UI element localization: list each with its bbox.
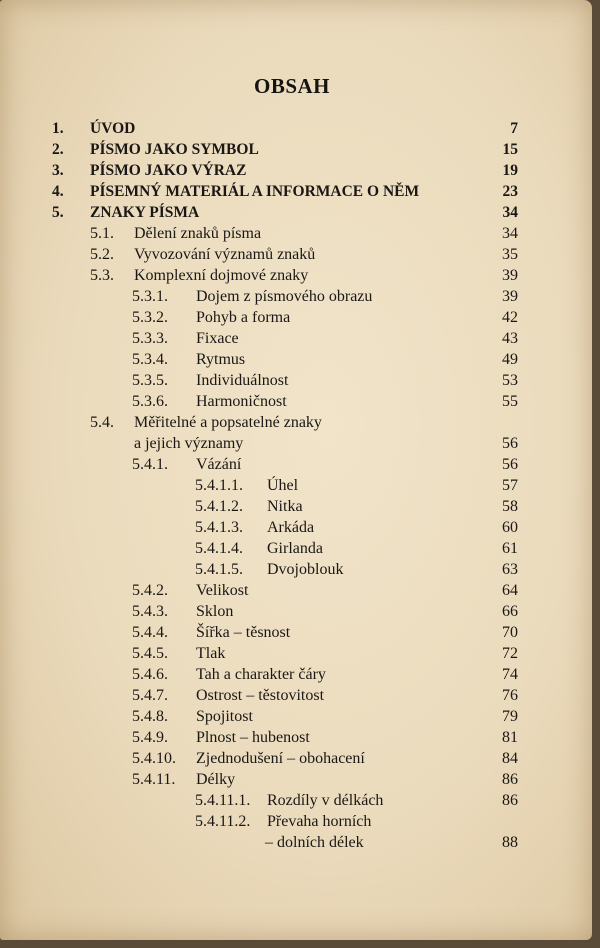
page-title: OBSAH [253,74,331,98]
toc-entry-number: 5.3. [90,267,114,284]
toc-entry-number: 5.4.11.2. [195,813,251,830]
toc-entry-label: Velikost [196,582,249,599]
toc-entry [0,391,520,412]
toc-entry-page-number: 7 [510,120,518,137]
toc-entry-page-number: 79 [502,708,518,725]
toc-entry-page-number: 49 [502,351,518,368]
toc-entry-page-number: 70 [502,624,518,641]
toc-entry-label: Komplexní dojmové znaky [134,267,309,284]
toc-entry-number: 5.4.4. [132,624,168,641]
toc-entry-page-number: 61 [502,540,518,557]
toc-entry-number: 5.3.5. [132,372,168,389]
toc-entry-page-number: 23 [502,183,518,200]
toc-entry-page-number: 76 [502,687,518,704]
toc-entry-label: Dělení znaků písma [134,225,262,242]
toc-entry-label: Fixace [196,330,239,347]
toc-entry-page-number: 88 [502,834,518,851]
toc-entry-label: Plnost – hubenost [196,729,310,746]
toc-entry [0,517,520,538]
toc-entry-page-number: 56 [502,456,518,473]
toc-entry-label: Rozdíly v délkách [267,792,384,809]
toc-entry-page-number: 58 [502,498,518,515]
toc-entry-label: PÍSMO JAKO SYMBOL [90,141,259,158]
toc-entry-number: 5.3.3. [132,330,168,347]
toc-entry [0,370,520,391]
toc-entry-label: Nitka [267,498,303,515]
toc-entry-page-number: 74 [502,666,518,683]
toc-entry [0,265,520,286]
toc-entry-label: Sklon [196,603,234,620]
toc-entry-label: Rytmus [196,351,246,368]
toc-entry-number: 5.4. [90,414,114,431]
toc-entry-page-number: 57 [502,477,518,494]
toc-entry-page-number: 53 [502,372,518,389]
toc-entry [0,685,520,706]
toc-entry-page-number: 19 [502,162,518,179]
toc-entry [0,664,520,685]
toc-entry-number: 5.2. [90,246,114,263]
toc-entry-number: 5.4.11. [132,771,176,788]
toc-entry-number: 5.3.6. [132,393,168,410]
toc-entry-label: Délky [196,771,236,788]
toc-entry [0,538,520,559]
toc-entry [0,832,520,853]
toc-entry-number: 5.3.2. [132,309,168,326]
toc-entry-number: 5.4.5. [132,645,168,662]
toc-entry [0,454,520,475]
toc-entry-page-number: 86 [502,792,518,809]
toc-entry-number: 5.4.1.2. [195,498,243,515]
toc-entry-label: Spojitost [196,708,253,725]
toc-entry-number: 5.4.10. [132,750,176,767]
toc-entry [0,748,520,769]
toc-entry-page-number: 63 [502,561,518,578]
toc-entry [0,139,520,160]
toc-entry-label: PÍSMO JAKO VÝRAZ [90,162,247,179]
toc-entry-number: 5.4.9. [132,729,168,746]
toc-entry [0,769,520,790]
toc-entry [0,244,520,265]
toc-entry [0,475,520,496]
toc-entry-label: Dvojoblouk [267,561,344,578]
toc-entry-number: 5. [52,204,64,221]
toc-entry-number: 3. [52,162,64,179]
toc-entry [0,433,520,454]
toc-entry-label: Měřitelné a popsatelné znaky [134,414,322,431]
toc-entry [0,160,520,181]
toc-entry [0,202,520,223]
toc-entry-page-number: 72 [502,645,518,662]
toc-entry [0,412,520,433]
toc-entry [0,286,520,307]
toc-entry [0,811,520,832]
toc-entry [0,643,520,664]
toc-entry-label: Individuálnost [196,372,289,389]
toc-entry-number: 5.4.2. [132,582,168,599]
toc-entry-label: ZNAKY PÍSMA [90,204,200,221]
toc-entry-page-number: 35 [502,246,518,263]
toc-entry-page-number: 66 [502,603,518,620]
toc-entry-page-number: 86 [502,771,518,788]
toc-entry [0,496,520,517]
toc-entry-page-number: 34 [502,204,518,221]
toc-entry-label: Tah a charakter čáry [196,666,326,683]
toc-entry [0,223,520,244]
toc-entry-label: Šířka – těsnost [196,624,291,641]
toc-entry-label: Arkáda [267,519,315,536]
toc-entry-label: Dojem z písmového obrazu [196,288,373,305]
toc-entry-page-number: 84 [502,750,518,767]
toc-entry-number: 5.4.7. [132,687,168,704]
toc-entry-page-number: 60 [502,519,518,536]
toc-entry [0,328,520,349]
toc-entry [0,601,520,622]
toc-entry-label: Harmoničnost [196,393,287,410]
toc-entry-number: 5.1. [90,225,114,242]
toc-entry-label: Vyvozování významů znaků [134,246,316,263]
toc-entry-number: 5.4.11.1. [195,792,251,809]
toc-entry [0,727,520,748]
toc-entry [0,118,520,139]
toc-entry [0,706,520,727]
toc-entry-page-number: 34 [502,225,518,242]
toc-entry-number: 1. [52,120,64,137]
toc-entry [0,181,520,202]
toc-entry-number: 5.3.1. [132,288,168,305]
toc-entry-page-number: 39 [502,267,518,284]
toc-entry-label: Zjednodušení – obohacení [196,750,365,767]
toc-entry-label: PÍSEMNÝ MATERIÁL A INFORMACE O NĚM [90,183,420,200]
toc-entry-label: ÚVOD [90,120,136,137]
toc-entry-page-number: 64 [502,582,518,599]
toc-entry [0,349,520,370]
toc-entry-page-number: 56 [502,435,518,452]
toc-entry-page-number: 15 [502,141,518,158]
toc-entry [0,790,520,811]
toc-entry [0,622,520,643]
toc-entry-number: 5.4.1.5. [195,561,243,578]
toc-entry [0,559,520,580]
toc-entry-number: 5.4.1. [132,456,168,473]
toc-entry-page-number: 43 [502,330,518,347]
toc-entry-number: 5.4.1.1. [195,477,243,494]
toc-entry-label: Úhel [267,477,299,494]
toc-entry-label: Převaha horních [267,813,372,830]
toc-entry-number: 5.4.1.4. [195,540,243,557]
toc-entry-page-number: 39 [502,288,518,305]
toc-entry-number: 5.4.3. [132,603,168,620]
toc-entry-label: – dolních délek [265,834,364,851]
toc-entry-label: Ostrost – těstovitost [196,687,325,704]
toc-entry-number: 2. [52,141,64,158]
toc-entry-label: Tlak [196,645,226,662]
toc-entry-label: Girlanda [267,540,323,557]
toc-entry-page-number: 81 [502,729,518,746]
toc-entry-number: 4. [52,183,64,200]
toc-entry-number: 5.4.8. [132,708,168,725]
toc-entry [0,580,520,601]
toc-entry-number: 5.4.1.3. [195,519,243,536]
toc-entry-page-number: 42 [502,309,518,326]
toc-entry-number: 5.4.6. [132,666,168,683]
toc-entry-page-number: 55 [502,393,518,410]
toc-entry-label: Vázání [196,456,242,473]
toc-entry [0,307,520,328]
toc-entry-label: Pohyb a forma [196,309,291,326]
toc-entry-number: 5.3.4. [132,351,168,368]
toc-entry-label: a jejich významy [134,435,244,452]
